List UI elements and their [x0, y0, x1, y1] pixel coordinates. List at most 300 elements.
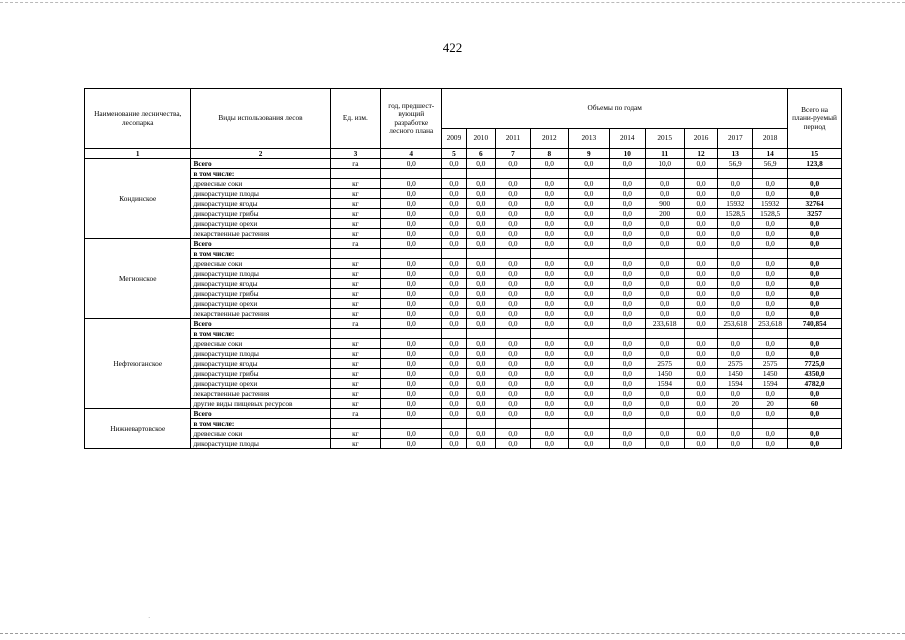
value-cell: 0,0 [496, 439, 531, 449]
value-cell: 0,0 [753, 219, 788, 229]
value-cell: 0,0 [381, 379, 442, 389]
total-cell: 7725,0 [788, 359, 842, 369]
value-cell: 0,0 [442, 409, 466, 419]
value-cell: 0,0 [496, 179, 531, 189]
value-cell: 0,0 [609, 209, 645, 219]
value-cell [442, 169, 466, 179]
value-cell: 0,0 [568, 239, 609, 249]
header-forestry: Наименование лесничества, лесопарка [85, 89, 191, 149]
column-number: 6 [466, 149, 496, 159]
value-cell: 0,0 [466, 319, 496, 329]
table-row [85, 389, 842, 399]
value-cell [530, 169, 568, 179]
value-cell: 0,0 [568, 289, 609, 299]
value-cell: 0,0 [568, 399, 609, 409]
value-cell: 15932 [718, 199, 753, 209]
value-cell: 0,0 [530, 189, 568, 199]
scan-speck: · [148, 614, 151, 622]
value-cell: 0,0 [609, 199, 645, 209]
table-row [85, 369, 842, 379]
value-cell: 0,0 [442, 219, 466, 229]
value-cell: 0,0 [442, 379, 466, 389]
value-cell: 0,0 [466, 239, 496, 249]
value-cell: 0,0 [496, 239, 531, 249]
value-cell [753, 419, 788, 429]
value-cell: 0,0 [718, 259, 753, 269]
scan-edge-top [0, 2, 905, 3]
header-volumes: Объемы по годам [442, 89, 788, 129]
value-cell: 0,0 [530, 299, 568, 309]
page-number: 422 [442, 40, 463, 55]
table-row [85, 179, 842, 189]
forestry-name: Нижневартовское [85, 409, 191, 449]
header-year: 2011 [496, 129, 531, 149]
value-cell: 0,0 [684, 389, 718, 399]
value-cell: 2575 [718, 359, 753, 369]
table-row [85, 199, 842, 209]
value-cell: 0,0 [718, 219, 753, 229]
value-cell: 0,0 [568, 309, 609, 319]
value-cell: 0,0 [684, 439, 718, 449]
value-cell [609, 249, 645, 259]
total-cell [788, 249, 842, 259]
use-type-cell: дикорастущие плоды [191, 349, 330, 359]
value-cell [496, 419, 531, 429]
table-row [85, 349, 842, 359]
value-cell: 0,0 [381, 389, 442, 399]
table-row [85, 269, 842, 279]
value-cell: 0,0 [609, 189, 645, 199]
table-body [85, 159, 842, 449]
use-type-cell: другие виды пищевых ресурсов [191, 399, 330, 409]
value-cell: 0,0 [568, 299, 609, 309]
unit-cell [330, 249, 381, 259]
value-cell: 0,0 [442, 289, 466, 299]
total-cell: 0,0 [788, 429, 842, 439]
value-cell: 1528,5 [753, 209, 788, 219]
value-cell: 0,0 [684, 379, 718, 389]
value-cell: 0,0 [496, 199, 531, 209]
use-type-cell: дикорастущие ягоды [191, 199, 330, 209]
value-cell: 0,0 [645, 229, 684, 239]
value-cell [442, 329, 466, 339]
table-row [85, 379, 842, 389]
total-cell [788, 169, 842, 179]
value-cell: 0,0 [609, 359, 645, 369]
value-cell: 0,0 [466, 159, 496, 169]
value-cell: 0,0 [684, 199, 718, 209]
value-cell: 1594 [645, 379, 684, 389]
value-cell: 0,0 [466, 359, 496, 369]
value-cell: 0,0 [496, 409, 531, 419]
value-cell: 0,0 [442, 339, 466, 349]
value-cell: 20 [718, 399, 753, 409]
unit-cell: кг [330, 379, 381, 389]
use-type-cell: древесные соки [191, 339, 330, 349]
total-cell: 0,0 [788, 339, 842, 349]
value-cell: 0,0 [684, 219, 718, 229]
use-type-cell: лекарственные растения [191, 389, 330, 399]
value-cell: 0,0 [496, 429, 531, 439]
value-cell: 0,0 [496, 339, 531, 349]
value-cell: 1528,5 [718, 209, 753, 219]
value-cell: 0,0 [568, 199, 609, 209]
value-cell [718, 329, 753, 339]
value-cell [530, 249, 568, 259]
value-cell: 0,0 [609, 299, 645, 309]
use-type-cell: Всего [191, 409, 330, 419]
value-cell: 0,0 [718, 229, 753, 239]
value-cell: 0,0 [466, 229, 496, 239]
value-cell: 0,0 [753, 409, 788, 419]
value-cell: 0,0 [684, 409, 718, 419]
unit-cell [330, 329, 381, 339]
value-cell: 0,0 [684, 429, 718, 439]
table-row [85, 209, 842, 219]
table-row [85, 399, 842, 409]
value-cell: 0,0 [684, 359, 718, 369]
table-row [85, 299, 842, 309]
value-cell: 0,0 [466, 219, 496, 229]
value-cell: 0,0 [718, 429, 753, 439]
use-type-cell: дикорастущие ягоды [191, 279, 330, 289]
value-cell: 0,0 [609, 219, 645, 229]
value-cell: 0,0 [466, 369, 496, 379]
unit-cell: кг [330, 259, 381, 269]
table-row [85, 329, 842, 339]
value-cell: 200 [645, 209, 684, 219]
value-cell [609, 329, 645, 339]
table-row [85, 229, 842, 239]
table-row [85, 169, 842, 179]
value-cell: 900 [645, 199, 684, 209]
column-number: 9 [568, 149, 609, 159]
value-cell: 0,0 [442, 389, 466, 399]
value-cell: 0,0 [568, 359, 609, 369]
value-cell: 0,0 [684, 159, 718, 169]
unit-cell: кг [330, 229, 381, 239]
header-year: 2017 [718, 129, 753, 149]
value-cell [381, 169, 442, 179]
value-cell: 0,0 [496, 209, 531, 219]
header-unit: Ед. изм. [330, 89, 381, 149]
total-cell: 0,0 [788, 229, 842, 239]
table-row [85, 339, 842, 349]
total-cell: 0,0 [788, 259, 842, 269]
forestry-name: Кондинское [85, 159, 191, 239]
column-number: 4 [381, 149, 442, 159]
value-cell: 1450 [753, 369, 788, 379]
total-cell: 4350,0 [788, 369, 842, 379]
use-type-cell: дикорастущие грибы [191, 289, 330, 299]
total-cell [788, 329, 842, 339]
value-cell: 0,0 [530, 379, 568, 389]
value-cell [753, 249, 788, 259]
value-cell: 0,0 [381, 429, 442, 439]
table-row [85, 239, 842, 249]
value-cell: 0,0 [381, 339, 442, 349]
use-type-cell: в том числе: [191, 169, 330, 179]
value-cell: 0,0 [530, 199, 568, 209]
column-number: 13 [718, 149, 753, 159]
column-number: 10 [609, 149, 645, 159]
unit-cell: кг [330, 219, 381, 229]
total-cell: 0,0 [788, 389, 842, 399]
use-type-cell: дикорастущие плоды [191, 269, 330, 279]
value-cell: 0,0 [753, 299, 788, 309]
value-cell: 0,0 [684, 349, 718, 359]
value-cell: 0,0 [684, 189, 718, 199]
value-cell: 10,0 [645, 159, 684, 169]
value-cell [466, 169, 496, 179]
value-cell [645, 169, 684, 179]
value-cell: 0,0 [718, 349, 753, 359]
value-cell: 0,0 [568, 409, 609, 419]
value-cell: 0,0 [568, 349, 609, 359]
value-cell: 0,0 [442, 179, 466, 189]
value-cell: 0,0 [466, 269, 496, 279]
value-cell: 0,0 [530, 179, 568, 189]
value-cell: 0,0 [568, 379, 609, 389]
value-cell: 0,0 [684, 339, 718, 349]
value-cell: 0,0 [381, 299, 442, 309]
value-cell: 0,0 [442, 209, 466, 219]
value-cell: 0,0 [442, 429, 466, 439]
value-cell [645, 419, 684, 429]
use-type-cell: дикорастущие плоды [191, 439, 330, 449]
total-cell: 32764 [788, 199, 842, 209]
value-cell: 0,0 [496, 299, 531, 309]
value-cell: 0,0 [530, 259, 568, 269]
value-cell: 1450 [718, 369, 753, 379]
value-cell: 0,0 [568, 339, 609, 349]
value-cell: 0,0 [466, 299, 496, 309]
value-cell: 0,0 [496, 219, 531, 229]
value-cell: 0,0 [530, 229, 568, 239]
value-cell: 0,0 [496, 379, 531, 389]
value-cell: 0,0 [442, 199, 466, 209]
header-year: 2013 [568, 129, 609, 149]
use-type-cell: Всего [191, 159, 330, 169]
header-total: Всего на плани-руемый период [788, 89, 842, 149]
unit-cell: кг [330, 179, 381, 189]
table-header [85, 89, 842, 159]
value-cell: 0,0 [609, 239, 645, 249]
value-cell: 0,0 [442, 239, 466, 249]
value-cell: 0,0 [684, 309, 718, 319]
value-cell: 0,0 [753, 439, 788, 449]
value-cell: 0,0 [442, 399, 466, 409]
value-cell: 0,0 [466, 189, 496, 199]
value-cell: 2575 [753, 359, 788, 369]
header-prev-year: год, предшест-вующий разработке лесного плана [381, 89, 442, 149]
use-type-cell: лекарственные растения [191, 309, 330, 319]
value-cell: 0,0 [753, 389, 788, 399]
value-cell: 233,618 [645, 319, 684, 329]
value-cell: 0,0 [466, 349, 496, 359]
header-use-type: Виды использования лесов [191, 89, 330, 149]
value-cell: 0,0 [530, 269, 568, 279]
value-cell [609, 169, 645, 179]
value-cell: 0,0 [442, 359, 466, 369]
value-cell [645, 329, 684, 339]
value-cell: 0,0 [753, 309, 788, 319]
value-cell [568, 249, 609, 259]
unit-cell: кг [330, 189, 381, 199]
value-cell: 0,0 [466, 209, 496, 219]
value-cell: 0,0 [530, 239, 568, 249]
value-cell: 0,0 [381, 319, 442, 329]
value-cell: 0,0 [381, 239, 442, 249]
value-cell: 0,0 [609, 269, 645, 279]
value-cell: 0,0 [568, 159, 609, 169]
value-cell: 1450 [645, 369, 684, 379]
value-cell [609, 419, 645, 429]
value-cell: 253,618 [753, 319, 788, 329]
value-cell: 0,0 [645, 219, 684, 229]
value-cell: 0,0 [381, 269, 442, 279]
total-cell: 0,0 [788, 219, 842, 229]
unit-cell: кг [330, 289, 381, 299]
value-cell: 0,0 [530, 159, 568, 169]
value-cell: 0,0 [684, 239, 718, 249]
value-cell: 0,0 [466, 179, 496, 189]
value-cell: 0,0 [466, 379, 496, 389]
value-cell: 0,0 [496, 229, 531, 239]
value-cell [442, 249, 466, 259]
total-cell: 3257 [788, 209, 842, 219]
forestry-name: Мегионское [85, 239, 191, 319]
value-cell: 0,0 [609, 179, 645, 189]
table-row [85, 409, 842, 419]
value-cell: 0,0 [753, 279, 788, 289]
value-cell: 0,0 [645, 339, 684, 349]
column-number: 11 [645, 149, 684, 159]
value-cell: 0,0 [753, 239, 788, 249]
table-row [85, 309, 842, 319]
total-cell [788, 419, 842, 429]
use-type-cell: в том числе: [191, 249, 330, 259]
value-cell: 0,0 [645, 289, 684, 299]
table-row [85, 289, 842, 299]
value-cell: 0,0 [645, 439, 684, 449]
value-cell: 0,0 [381, 349, 442, 359]
header-year: 2018 [753, 129, 788, 149]
value-cell: 0,0 [530, 359, 568, 369]
use-type-cell: в том числе: [191, 329, 330, 339]
unit-cell: кг [330, 279, 381, 289]
total-cell: 0,0 [788, 179, 842, 189]
value-cell: 0,0 [753, 349, 788, 359]
value-cell: 0,0 [645, 389, 684, 399]
value-cell: 0,0 [496, 319, 531, 329]
table-row [85, 219, 842, 229]
value-cell: 0,0 [645, 429, 684, 439]
value-cell: 0,0 [381, 189, 442, 199]
value-cell: 0,0 [609, 159, 645, 169]
value-cell: 0,0 [466, 429, 496, 439]
value-cell: 0,0 [718, 289, 753, 299]
value-cell: 0,0 [496, 189, 531, 199]
unit-cell: кг [330, 369, 381, 379]
value-cell: 0,0 [609, 399, 645, 409]
value-cell [568, 169, 609, 179]
total-cell: 0,0 [788, 349, 842, 359]
value-cell: 0,0 [684, 269, 718, 279]
unit-cell: кг [330, 309, 381, 319]
value-cell: 0,0 [442, 439, 466, 449]
table-row [85, 249, 842, 259]
value-cell: 0,0 [718, 189, 753, 199]
value-cell: 0,0 [753, 259, 788, 269]
value-cell: 0,0 [568, 369, 609, 379]
use-type-cell: древесные соки [191, 179, 330, 189]
value-cell: 0,0 [753, 189, 788, 199]
value-cell: 253,618 [718, 319, 753, 329]
value-cell: 0,0 [496, 259, 531, 269]
value-cell: 0,0 [466, 199, 496, 209]
value-cell: 0,0 [718, 309, 753, 319]
value-cell [684, 419, 718, 429]
value-cell: 0,0 [609, 389, 645, 399]
value-cell: 0,0 [568, 259, 609, 269]
value-cell: 0,0 [609, 339, 645, 349]
total-cell: 0,0 [788, 269, 842, 279]
value-cell: 0,0 [609, 319, 645, 329]
value-cell: 0,0 [609, 349, 645, 359]
value-cell: 0,0 [381, 399, 442, 409]
value-cell: 0,0 [381, 259, 442, 269]
value-cell [568, 419, 609, 429]
value-cell [496, 329, 531, 339]
value-cell: 0,0 [496, 269, 531, 279]
value-cell [684, 249, 718, 259]
header-year: 2012 [530, 129, 568, 149]
value-cell: 0,0 [645, 269, 684, 279]
value-cell: 0,0 [645, 189, 684, 199]
value-cell: 0,0 [381, 219, 442, 229]
value-cell [684, 329, 718, 339]
value-cell: 0,0 [530, 209, 568, 219]
value-cell: 0,0 [381, 439, 442, 449]
value-cell [466, 329, 496, 339]
value-cell: 56,9 [718, 159, 753, 169]
value-cell: 0,0 [568, 439, 609, 449]
value-cell: 0,0 [381, 309, 442, 319]
table-row [85, 359, 842, 369]
value-cell: 0,0 [496, 399, 531, 409]
value-cell: 0,0 [442, 349, 466, 359]
value-cell: 0,0 [753, 269, 788, 279]
total-cell: 0,0 [788, 279, 842, 289]
column-number: 12 [684, 149, 718, 159]
use-type-cell: в том числе: [191, 419, 330, 429]
value-cell: 0,0 [442, 259, 466, 269]
total-cell: 0,0 [788, 439, 842, 449]
value-cell [466, 419, 496, 429]
value-cell: 0,0 [609, 259, 645, 269]
use-type-cell: дикорастущие орехи [191, 219, 330, 229]
table-row [85, 439, 842, 449]
value-cell [718, 419, 753, 429]
header-year: 2014 [609, 129, 645, 149]
value-cell: 0,0 [442, 309, 466, 319]
value-cell: 0,0 [684, 369, 718, 379]
unit-cell: кг [330, 399, 381, 409]
value-cell: 0,0 [466, 399, 496, 409]
value-cell [718, 249, 753, 259]
value-cell: 0,0 [381, 199, 442, 209]
